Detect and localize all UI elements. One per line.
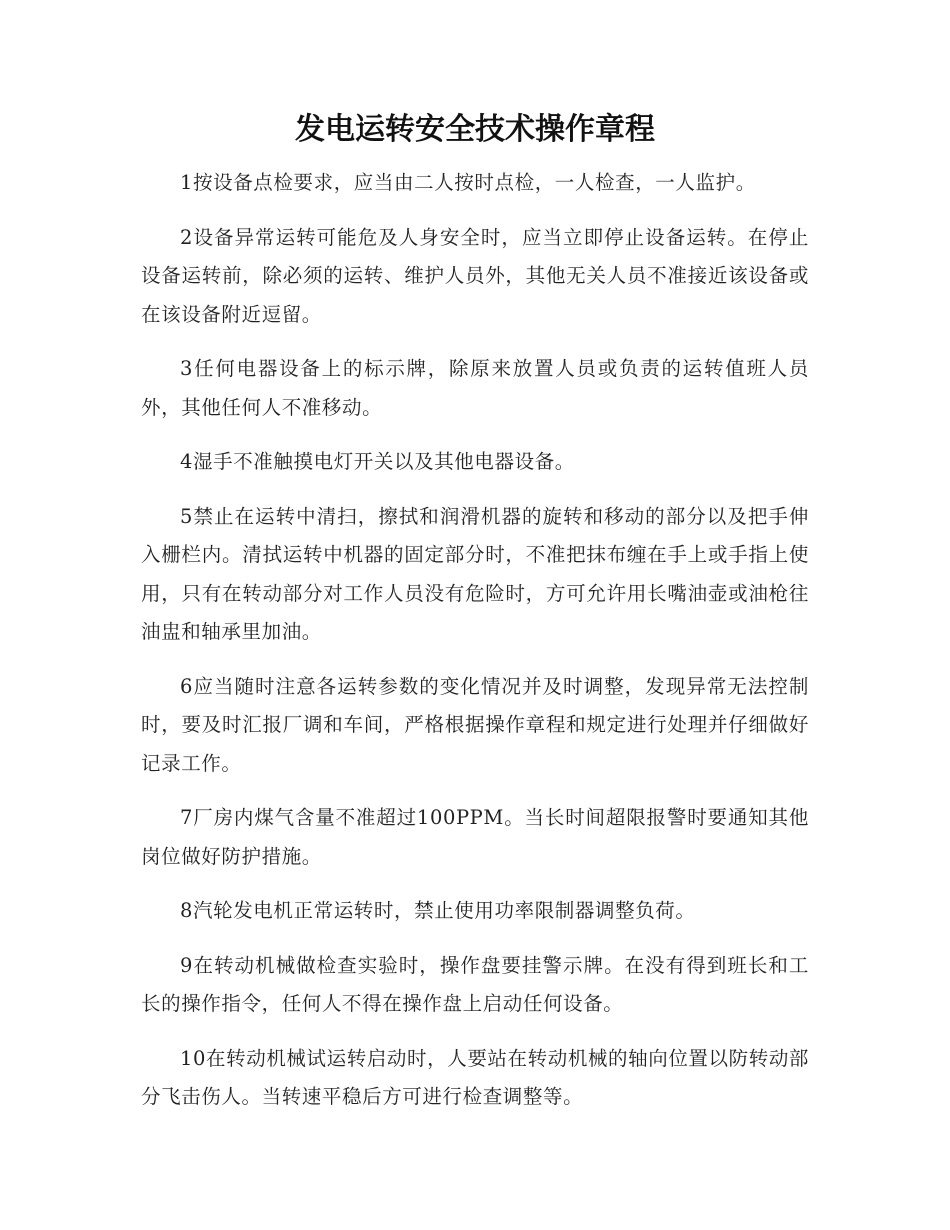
paragraph-5: 5禁止在运转中清扫，擦拭和润滑机器的旋转和移动的部分以及把手伸入栅栏内。清拭运转中机器的固定部分时，不准把抹布缠在手上或手指上使用，只有在转动部分对工作人员没有危险时，方可允许用长嘴油壶或油枪往油盅和轴承里加油。 (141, 504, 809, 643)
paragraph-10: 10在转动机械试运转启动时，人要站在转动机械的轴向位置以防转动部分飞击伤人。当转速平稳后方可进行检查调整等。 (141, 1046, 810, 1108)
paragraph-9: 9在转动机械做检查实验时，操作盘要挂警示牌。在没有得到班长和工长的操作指令，任何人不得在操作盘上启动任何设备。 (141, 953, 809, 1015)
paragraph-2: 2设备异常运转可能危及人身安全时，应当立即停止设备运转。在停止设备运转前，除必须的运转、维护人员外，其他无关人员不准接近该设备或在该设备附近逗留。 (141, 225, 809, 326)
paragraph-8: 8汽轮发电机正常运转时，禁止使用功率限制器调整负荷。 (180, 899, 696, 922)
paragraph-7: 7厂房内煤气含量不准超过100PPM。当长时间超限报警时要通知其他岗位做好防护措施。 (141, 806, 809, 868)
paragraph-1: 1按设备点检要求，应当由二人按时点检，一人检查，一人监护。 (180, 171, 756, 194)
document-title: 发电运转安全技术操作章程 (295, 112, 655, 147)
paragraph-4: 4湿手不准触摸电灯开关以及其他电器设备。 (180, 450, 575, 473)
document-body (141, 164, 809, 1133)
paragraph-6: 6应当随时注意各运转参数的变化情况并及时调整，发现异常无法控制时，要及时汇报厂调和车间，严格根据操作章程和规定进行处理并仔细做好记录工作。 (141, 674, 809, 775)
paragraph-3: 3任何电器设备上的标示牌，除原来放置人员或负责的运转值班人员外，其他任何人不准移动。 (141, 357, 809, 419)
